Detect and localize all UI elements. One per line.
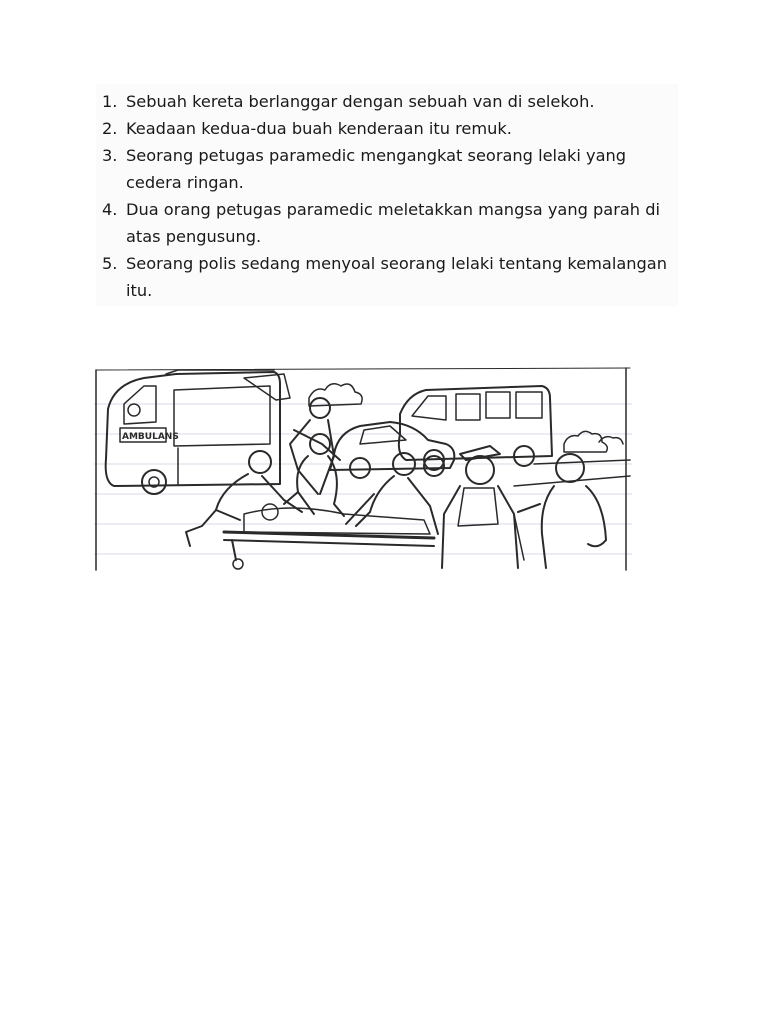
list-text: Sebuah kereta berlanggar dengan sebuah van di selekoh.: [126, 92, 595, 111]
list-text: Seorang petugas paramedic mengangkat seorang lelaki yang: [126, 146, 627, 165]
accident-scene-illustration: [94, 364, 632, 572]
numbered-list: [102, 88, 672, 304]
list-text-continuation: atas pengusung.: [126, 227, 262, 246]
list-number: 4.: [102, 200, 118, 219]
list-text: Seorang polis sedang menyoal seorang lelaki tentang kemalangan: [126, 254, 667, 273]
list-number: 5.: [102, 254, 118, 273]
ambulance-label: AMBULANS: [122, 432, 179, 442]
list-item: [102, 250, 672, 304]
list-text-continuation: cedera ringan.: [126, 173, 244, 192]
list-number: 1.: [102, 92, 118, 111]
list-text: Dua orang petugas paramedic meletakkan mangsa yang parah di: [126, 200, 660, 219]
list-item: [102, 142, 672, 196]
list-item: [102, 88, 672, 115]
list-number: 2.: [102, 119, 118, 138]
list-number: 3.: [102, 146, 118, 165]
list-item: [102, 115, 672, 142]
list-text: Keadaan kedua-dua buah kenderaan itu remuk.: [126, 119, 512, 138]
witness-man: [518, 454, 606, 568]
list-item: [102, 196, 672, 250]
list-text-continuation: itu.: [126, 281, 153, 300]
frame-top: [96, 368, 630, 370]
stretcher: [224, 504, 434, 569]
injured-man: [284, 434, 344, 516]
accident-scene-drawing: [94, 364, 632, 572]
